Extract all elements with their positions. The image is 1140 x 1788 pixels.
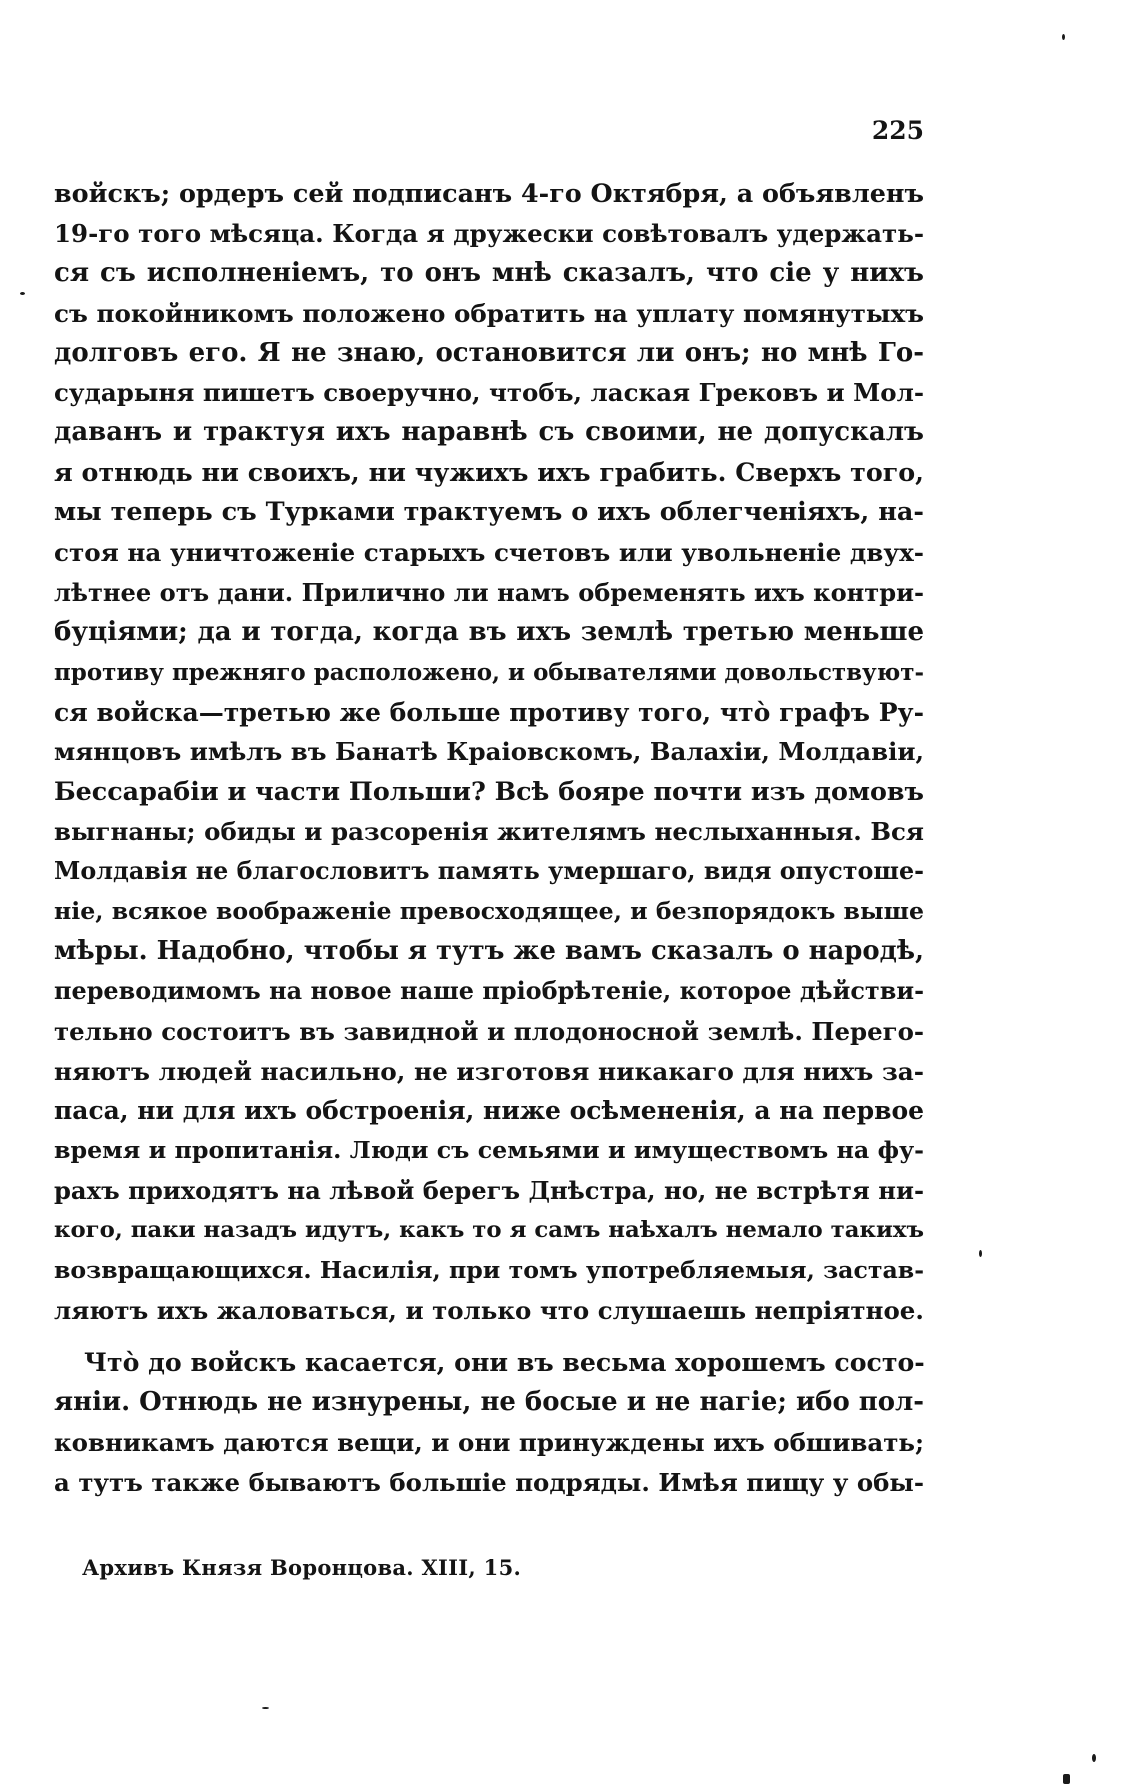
text-line: время и пропитанія. Люди съ семьями и имуществомъ на фу- (54, 1136, 924, 1165)
text-line: ковникамъ даются вещи, и они принуждены ихъ обшивать; (54, 1427, 924, 1457)
scan-speck (1062, 34, 1065, 40)
text-line: буціями; да и тогда, когда въ ихъ землѣ третью меньше (54, 616, 924, 647)
text-line: лѣтнее отъ дани. Прилично ли намъ обременять ихъ контри- (54, 577, 924, 607)
text-line: переводимомъ на новое наше пріобрѣтеніе, которое дѣйстви- (54, 976, 924, 1005)
text-line: стоя на уничтоженіе старыхъ счетовъ или увольненіе двух- (54, 538, 924, 568)
text-line: паса, ни для ихъ обстроенія, ниже осѣмененія, а на первое (54, 1096, 924, 1126)
text-line: мы теперь съ Турками трактуемъ о ихъ облегченіяхъ, на- (54, 497, 924, 528)
text-line: возвращающихся. Насилія, при томъ употребляемыя, застав- (54, 1256, 924, 1285)
text-line: а тутъ также бываютъ большіе подряды. Имѣя пищу у обы- (54, 1467, 924, 1497)
paragraph-1 (54, 174, 924, 1331)
text-line: съ покойникомъ положено обратить на уплату помянутыхъ (54, 298, 924, 328)
text-line: войскъ; ордеръ сей подписанъ 4-го Октября, а объявленъ (54, 178, 924, 208)
scan-speck (1063, 1774, 1070, 1784)
body-text (54, 174, 924, 1502)
paragraph-gap (54, 1331, 924, 1343)
text-line: долговъ его. Я не знаю, остановится ли онъ; но мнѣ Го- (54, 337, 924, 368)
text-line: сударыня пишетъ своеручно, чтобъ, лаская Грековъ и Мол- (54, 378, 924, 408)
text-line: ся съ исполненіемъ, то онъ мнѣ сказалъ, что сіе у нихъ (54, 257, 924, 288)
text-line: выгнаны; обиды и разсоренія жителямъ неслыханныя. Вся (54, 817, 924, 847)
text-line: тельно состоитъ въ завидной и плодоносной землѣ. Перего- (54, 1016, 924, 1046)
text-line: противу прежняго расположено, и обывателями довольствуют- (54, 658, 924, 686)
text-line: ляютъ ихъ жаловаться, и только что слушаешь непріятное. (54, 1295, 924, 1325)
text-line: ніе, всякое воображеніе превосходящее, и безпорядокъ выше (54, 897, 925, 926)
text-line: Молдавія не благословитъ память умершаго, видя опустоше- (54, 857, 924, 886)
scan-speck (1092, 1754, 1096, 1762)
footer-signature: Архивъ Князя Воронцова. XIII, 15. (82, 1555, 522, 1580)
scan-speck (262, 1707, 269, 1709)
text-line: Чтò до войскъ касается, они въ весьма хорошемъ состо- (84, 1346, 925, 1377)
text-line: 19-го того мѣсяца. Когда я дружески совѣтовалъ удержать- (54, 218, 924, 248)
text-line: даванъ и трактуя ихъ наравнѣ съ своими, не допускалъ (54, 417, 924, 448)
paragraph-2 (54, 1343, 924, 1503)
scan-speck (979, 1250, 982, 1257)
scan-speck (20, 292, 25, 295)
text-line: яніи. Отнюдь не изнурены, не босые и не нагіе; ибо пол- (54, 1386, 924, 1417)
text-line: я отнюдь ни своихъ, ни чужихъ ихъ грабить. Сверхъ того, (54, 457, 924, 488)
text-line: Бессарабіи и части Польши? Всѣ бояре почти изъ домовъ (54, 776, 924, 807)
text-line: ся войска—третью же больше противу того, чтò графъ Ру- (54, 696, 924, 727)
text-line: мянцовъ имѣлъ въ Банатѣ Краіовскомъ, Валахіи, Молдавіи, (54, 737, 924, 767)
text-line: мѣры. Надобно, чтобы я тутъ же вамъ сказалъ о народѣ, (54, 935, 924, 966)
text-line: няютъ людей насильно, не изготовя никакаго для нихъ за- (54, 1056, 924, 1086)
text-line: кого, паки назадъ идутъ, какъ то я самъ наѣхалъ немало такихъ (54, 1217, 924, 1244)
page-number: 225 (871, 116, 924, 145)
text-line: рахъ приходятъ на лѣвой берегъ Днѣстра, но, не встрѣтя ни- (54, 1176, 924, 1206)
